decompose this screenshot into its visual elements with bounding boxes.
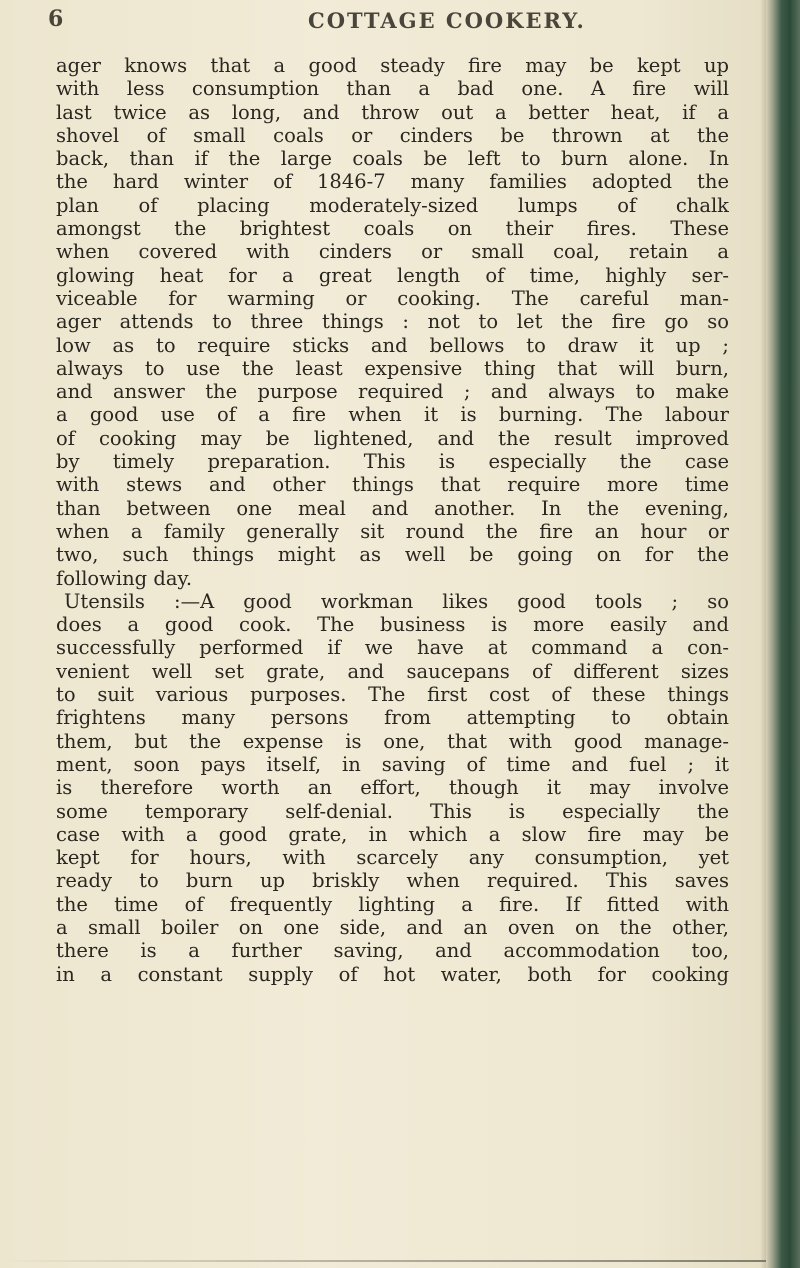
text-line: when covered with cinders or small coal, retain a: [56, 240, 729, 264]
paragraph-start-line: Utensils :—A good workman likes good tools ; so: [64, 589, 729, 613]
text-line: low as to require sticks and bellows to draw it up ;: [56, 333, 729, 357]
page-number: 6: [48, 6, 64, 32]
text-line: plan of placing moderately-sized lumps of chalk: [56, 193, 729, 217]
text-line: with less consumption than a bad one. A fire will: [56, 77, 729, 101]
body-text: [56, 54, 729, 986]
text-line: frightens many persons from attempting to obtain: [56, 706, 729, 730]
text-line: with stews and other things that require more time: [56, 473, 729, 497]
text-line: shovel of small coals or cinders be thrown at the: [56, 123, 729, 147]
text-line: the hard winter of 1846-7 many families adopted the: [56, 170, 729, 194]
text-line: a small boiler on one side, and an oven on the other,: [56, 915, 729, 939]
text-line: venient well set grate, and saucepans of different sizes: [56, 659, 729, 683]
text-line: when a family generally sit round the fire an hour or: [56, 519, 729, 543]
page-header: [48, 6, 748, 36]
text-line: back, than if the large coals be left to burn alone. In: [56, 147, 729, 171]
text-line: a good use of a fire when it is burning. The labour: [56, 403, 729, 427]
running-title: COTTAGE COOKERY.: [308, 8, 586, 33]
text-line: in a constant supply of hot water, both for cooking: [56, 962, 729, 986]
book-binding-edge: [766, 0, 800, 1268]
text-line: ager knows that a good steady fire may be kept up: [56, 54, 729, 77]
text-line: case with a good grate, in which a slow fire may be: [56, 822, 729, 846]
text-line: there is a further saving, and accommodation too,: [56, 939, 729, 963]
text-line: of cooking may be lightened, and the result improved: [56, 426, 729, 450]
text-line: successfully performed if we have at command a con-: [56, 636, 729, 660]
text-line: ager attends to three things : not to let the fire go so: [56, 310, 729, 334]
text-line: than between one meal and another. In the evening,: [56, 496, 729, 520]
page-bottom-edge: [0, 1260, 766, 1262]
text-line: does a good cook. The business is more easily and: [56, 613, 729, 637]
text-line: by timely preparation. This is especially the case: [56, 450, 729, 474]
text-line: them, but the expense is one, that with good manage-: [56, 729, 729, 753]
text-line: always to use the least expensive thing that will burn,: [56, 356, 729, 380]
text-line: some temporary self-denial. This is especially the: [56, 799, 729, 823]
text-line: the time of frequently lighting a fire. If fitted with: [56, 892, 729, 916]
text-line: viceable for warming or cooking. The careful man-: [56, 286, 729, 310]
text-line: and answer the purpose required ; and always to make: [56, 380, 729, 404]
text-line: to suit various purposes. The first cost of these things: [56, 683, 729, 707]
text-line: two, such things might as well be going on for the: [56, 543, 729, 567]
text-line: ment, soon pays itself, in saving of time and fuel ; it: [56, 752, 729, 776]
text-line: amongst the brightest coals on their fires. These: [56, 217, 729, 241]
text-line: last twice as long, and throw out a better heat, if a: [56, 100, 729, 124]
text-line: is therefore worth an effort, though it may involve: [56, 776, 729, 800]
text-line: following day.: [56, 566, 193, 590]
text-line: kept for hours, with scarcely any consumption, yet: [56, 846, 729, 870]
text-line: glowing heat for a great length of time, highly ser-: [56, 263, 729, 287]
text-line: ready to burn up briskly when required. This saves: [56, 869, 729, 893]
